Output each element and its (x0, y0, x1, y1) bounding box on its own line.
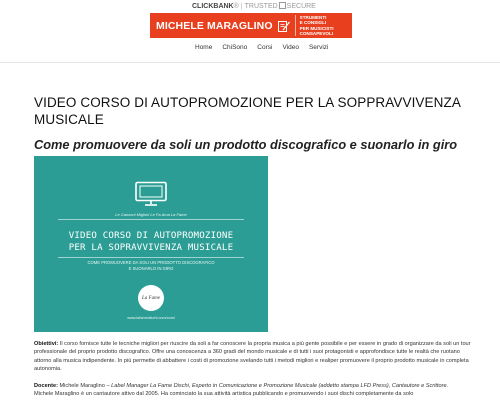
logo-tagline (295, 15, 334, 36)
banner-subtext-line: COME PROMUOVERE DA SOLI UN PRODOTTO DISCOGRAFICO (87, 260, 215, 265)
logo-tagline-line: PER MUSICISTI (299, 25, 334, 31)
site-logo[interactable] (150, 13, 352, 38)
logo-tagline-line: E CONSIGLI (299, 20, 327, 26)
objectives-paragraph (34, 340, 478, 374)
main-nav (190, 42, 333, 54)
page-title-block (34, 94, 470, 128)
nav-item-home[interactable]: Home (195, 44, 213, 51)
banner-url: www.lafamedischi.com/corsi (127, 316, 175, 320)
nav-item-servizi[interactable]: Servizi (308, 44, 329, 51)
lock-icon (279, 2, 286, 9)
teacher-name: Michele Maraglino – (57, 383, 112, 389)
clickbank-trust-badge: CLICKBANK® | TRUSTED SECURE (192, 3, 316, 10)
banner-headline-line: PER LA SOPRAVVIVENZA MUSICALE (68, 243, 234, 253)
logo-tagline-line: STRUMENTI (299, 15, 327, 21)
site-header (0, 0, 500, 63)
teacher-paragraph (34, 382, 478, 399)
la-fame-logo-text: La Fame (142, 295, 160, 301)
secure-label: SECURE (286, 3, 316, 10)
banner-divider (58, 219, 244, 220)
banner-subtext (34, 260, 268, 271)
nav-item-video[interactable]: Video (282, 44, 299, 51)
page-title: VIDEO CORSO DI AUTOPROMOZIONE PER LA SOPPRAVVIVENZA MUSICALE (34, 95, 461, 127)
banner-headline (34, 230, 268, 254)
notebook-pen-icon (277, 19, 291, 33)
page-subtitle: Come promuovere da soli un prodotto discografico e suonarlo in giro (34, 137, 458, 152)
banner-divider (58, 257, 244, 258)
banner-subtext-line: E SUONARLO IN GIRO (128, 265, 174, 271)
nav-item-chisono[interactable]: ChiSono (222, 44, 248, 51)
teacher-role: Label Manager La Fame Dischi, Esperto in Comunicazione e Promozione Musicale (addetto stampa LFD Press), Cantautore e Scrittore. (111, 383, 449, 389)
clickbank-label: CLICKBANK (192, 3, 234, 10)
objectives-label: Obiettivi: (34, 341, 59, 347)
course-banner-image (34, 156, 268, 332)
teacher-label: Docente: (34, 383, 58, 389)
banner-headline-line: VIDEO CORSO DI AUTOPROMOZIONE (68, 231, 234, 241)
logo-name: MICHELE MARAGLINO (156, 19, 273, 32)
teacher-bio: Michele Maraglino è un cantautore attivo dal 2005. Ha cominciato la sua attività artistica pubblicando e promuovendo i suoi dischi completamente da solo (34, 391, 414, 398)
logo-tagline-line: CONSAPEVOLI (299, 30, 334, 36)
trusted-label: TRUSTED (244, 3, 278, 10)
monitor-icon (134, 181, 168, 207)
nav-item-corsi[interactable]: Corsi (257, 44, 273, 51)
la-fame-logo (138, 285, 164, 311)
registered-mark: ® (233, 3, 239, 10)
banner-tagline: Le Canzoni Migliori Le Fa Ama La Fame (115, 212, 187, 217)
objectives-text: Il corso fornisce tutte le tecniche migliori per riuscire da soli a far conoscere la propria musica a più gente possibile e per essere in grado di organizzare da soli un tour professionale del proprio prodotto discografico. Offre una conoscenza a 360 gradi del mondo musicale e di tutti i suoi protagonisti e approfondisce tutte le realtà che ruotano attorno alla musica indipendente. In più permette di abbattere i costi di promozione svelando tutti i metodi migliori e realiper promuovere il proprio prodotto musicale in completa autonomia. (34, 341, 471, 373)
